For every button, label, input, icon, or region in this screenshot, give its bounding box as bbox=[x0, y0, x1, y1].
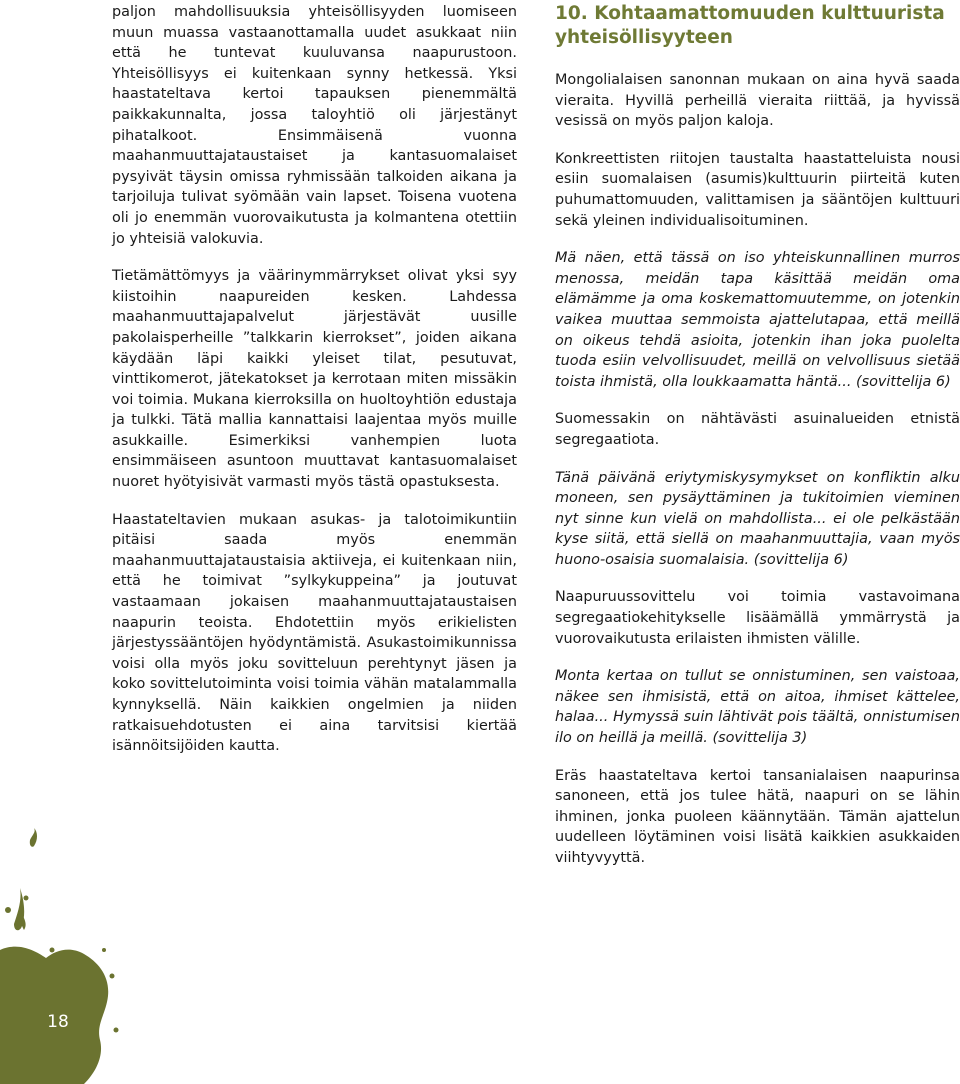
body-paragraph: Konkreettisten riitojen taustalta haastatteluista nousi esiin suomalaisen (asumis)kulttuurin piirteitä kuten puhumattomuuden, valittamisen ja sääntöjen kulttuuri sekä yleinen individualisoituminen. bbox=[555, 150, 960, 229]
right-column bbox=[555, 2, 960, 886]
section-heading: 10. Kohtaamattomuuden kulttuurista yhteisöllisyyteen bbox=[555, 3, 945, 48]
body-paragraph: Mongolialaisen sanonnan mukaan on aina hyvä saada vieraita. Hyvillä perheillä vieraita riittää, ja hyvissä vesissä on myös paljon kaloja. bbox=[555, 72, 960, 130]
body-paragraph: paljon mahdollisuuksia yhteisöllisyyden luomiseen muun muassa vastaanottamalla uudet asukkaat niin että he tuntevat kuuluvansa naapurustoon. Yhteisöllisyys ei kuitenkaan synny hetkessä. Yksi haastateltava kertoi tapauksen pienemmältä paikkakunnalta, jossa taloyhtiö oli järjestänyt pihatalkoot. Ensimmäisenä vuonna maahanmuuttajataustaiset ja kantasuomalaiset pysyivät täysin omissa ryhmissään talkoiden aikana ja tarjoiluja tulivat syömään vain lapset. Toisena vuotena oli jo enemmän vuorovaikutusta ja kolmantena otettiin jo yhteisiä valokuvia. bbox=[112, 4, 517, 247]
body-paragraph: Haastateltavien mukaan asukas- ja talotoimikuntiin pitäisi saada myös enemmän maahanmuuttajataustaisia aktiiveja, ei kuitenkaan niin, että he toimivat ”sylkykuppeina” ja joutuvat vastaamaan jokaisen maahanmuuttajataustaisen naapurin teoista. Ehdotettiin myös erikielisten järjestyssääntöjen hyödyntämistä. Asukastoimikunnissa voisi olla myös joku sovitteluun perehtynyt jäsen ja koko sovittelutoiminta voisi toimia vähän matalammalla kynnyksellä. Näin kaikkien ongelmien ja niiden ratkaisuehdotusten ei aina tarvitsisi kiertää isännöitsijöiden kautta. bbox=[112, 511, 517, 755]
page-number: 18 bbox=[47, 1012, 69, 1032]
interview-quote: Tänä päivänä eriytymiskysymykset on konfliktin alku moneen, sen pysäyttäminen ja tukitoimien vieminen nyt sinne kun vielä on mahdollista... ei ole pelkästään kyse siitä, että siellä on maahanmuuttajia, vaan myös huono-osaisia suomalaisia. (sovittelija 6) bbox=[555, 469, 960, 568]
body-paragraph: Naapuruussovittelu voi toimia vastavoimana segregaatiokehitykselle lisäämällä ymmärrystä ja vuorovaikutusta erilaisten ihmisten välille. bbox=[555, 589, 960, 647]
interview-quote: Mä näen, että tässä on iso yhteiskunnallinen murros menossa, meidän tapa käsittää meidän oma elämämme ja oma koskemattomuutemme, on jotenkin vaikea muuttaa semmoista ajattelutapaa, että meillä on oikeus tehdä asioita, jotenkin ihan joka puolelta tuoda esiin velvollisuudet, meillä on velvollisuus sietää toista ihmistä, olla loukkaamatta häntä... (sovittelija 6) bbox=[555, 250, 960, 390]
body-paragraph: Tietämättömyys ja väärinymmärrykset olivat yksi syy kiistoihin naapureiden kesken. Lahdessa maahanmuuttajapalvelut järjestävät uusille pakolaisperheille ”talkkarin kierrokset”, joiden aikana käydään läpi kaikki yleiset tilat, pesutuvat, vinttikomerot, jätekatokset ja kerrotaan miten missäkin voi toimia. Mukana kierroksilla on huoltoyhtiön edustaja ja tulkki. Tätä mallia kannattaisi laajentaa myös muille asukkaille. Esimerkiksi vanhempien luota ensimmäiseen asuntoon muuttavat kantasuomalaiset nuoret hyötyisivät varmasti myös tästä opastuksesta. bbox=[112, 268, 517, 491]
left-column bbox=[112, 2, 517, 774]
paint-splash-decoration bbox=[0, 800, 120, 1084]
body-paragraph: Suomessakin on nähtävästi asuinalueiden etnistä segregaatiota. bbox=[555, 411, 960, 448]
interview-quote: Monta kertaa on tullut se onnistuminen, sen vaistoaa, näkee sen ihmisistä, että on aitoa, ihmiset kättelee, halaa... Hymyssä suin lähtivät pois täältä, onnistumisen ilo on heillä ja meillä. (sovittelija 3) bbox=[555, 668, 960, 747]
body-paragraph: Eräs haastateltava kertoi tansanialaisen naapurinsa sanoneen, että jos tulee hätä, naapuri on se lähin ihminen, jonka puoleen käännytään. Tämän ajattelun uudelleen löytäminen voisi lisätä kaikkien asukkaiden viihtyvyyttä. bbox=[555, 767, 960, 866]
